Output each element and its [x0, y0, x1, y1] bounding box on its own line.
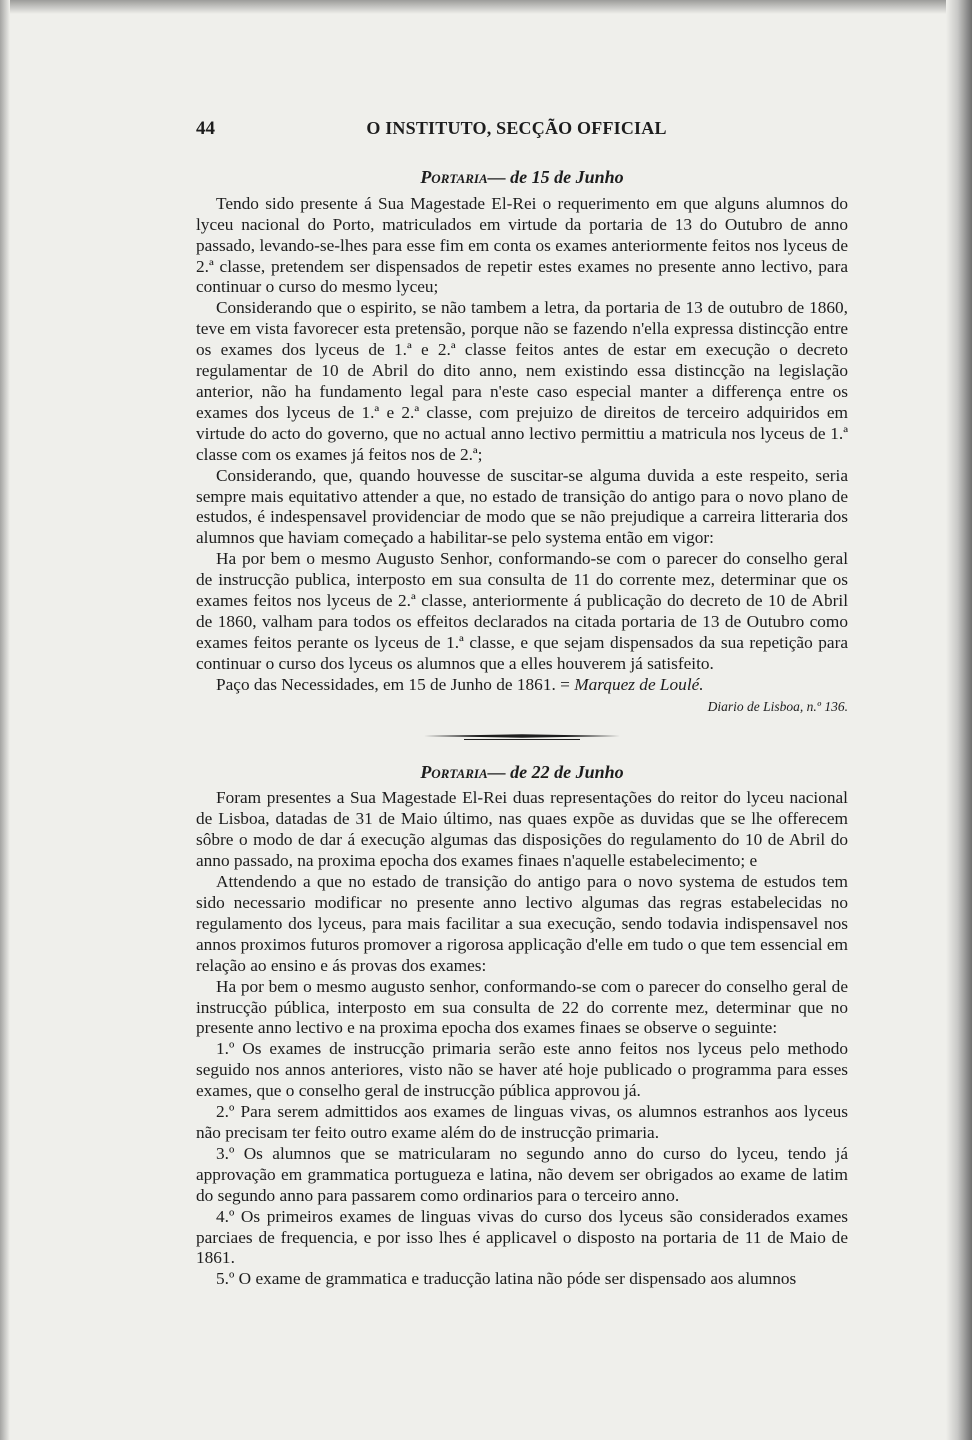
closing-place-date: Paço das Necessidades, em 15 de Junho de 1861. =	[216, 674, 575, 694]
portaria-2-paragraph: Ha por bem o mesmo augusto senhor, conformando-se com o parecer do conselho geral de instrucção pública, interposto em sua consulta de 22 do corrente mez, determinar que no presente anno lectivo e na proxima epocha dos exames finaes se observe o seguinte:	[196, 976, 848, 1038]
text-block	[196, 118, 848, 1290]
page-left-edge	[0, 0, 10, 1440]
portaria-2-item: 2.º Para serem admittidos aos exames de linguas vivas, os alumnos estranhos aos lyceus não precisam ter feito outro exame além do de instrucção primaria.	[196, 1102, 848, 1142]
portaria-2-title-word: Portaria	[420, 761, 488, 782]
portaria-1-title-date: — de 15 de Junho	[487, 166, 624, 187]
portaria-1-paragraph: Tendo sido presente á Sua Magestade El-Rei o requerimento em que alguns alumnos do lyceu nacional do Porto, matriculados em virtude da portaria de 13 do Outubro de anno passado, levando-se-lhes para esse fim em conta os exames anteriormente feitos nos lyceus de 2.ª classe, pretendem ser dispensados de repetir estes exames no presente anno lectivo, para continuar o curso do mesmo lyceu;	[196, 193, 848, 297]
portaria-1-title-word: Portaria	[420, 166, 488, 187]
portaria-1-title	[196, 167, 848, 188]
page-header	[196, 118, 848, 140]
portaria-1-paragraph: Considerando, que, quando houvesse de suscitar-se alguma duvida a este respeito, seria sempre mais equitativo attender a que, no estado de transição do antigo para o novo plano de estudos, é indespensavel providenciar de modo que se não prejudique a carreira litteraria dos alumnos que haviam começado a habilitar-se pelo systema então em vigor:	[196, 465, 848, 548]
portaria-1-paragraph: Considerando que o espirito, se não tambem a letra, da portaria de 13 de outubro de 1860, teve em vista favorecer esta pretensão, porque não se fazendo n'ella expressa distincção entre os exames dos lyceus de 1.ª e 2.ª classe feitos antes de estar em execução o decreto regulamentar de 10 de Abril do dito anno, nem existindo essa distincção na legislação anterior, não ha fundamento legal para n'este caso especial manter a differença entre os exames dos lyceus de 1.ª e 2.ª classe, com prejuizo de direitos de terceiro adquiridos em virtude do acto do governo, que no actual anno lectivo permittiu a matricula nos lyceus de 1.ª classe com os exames já feitos nos de 2.ª;	[196, 298, 848, 464]
portaria-2-item: 1.º Os exames de instrucção primaria serão este anno feitos nos lyceus pelo methodo seguido nos annos anteriores, visto não se haver até hoje publicado o programma para esses exames, que o conselho geral de instrucção pública approvou já.	[196, 1039, 848, 1101]
section-divider-rule	[424, 730, 620, 742]
portaria-2-title-date: — de 22 de Junho	[487, 761, 624, 782]
signatory: Marquez de Loulé.	[574, 674, 704, 694]
portaria-1-closing	[196, 675, 848, 696]
portaria-2-item: 5.º O exame de grammatica e traducção latina não póde ser dispensado aos alumnos	[216, 1269, 797, 1289]
page-number: 44	[196, 118, 215, 139]
running-title: O INSTITUTO, SECÇÃO OFFICIAL	[366, 118, 667, 138]
portaria-2-paragraph: Attendendo a que no estado de transição do antigo para o novo systema de estudos tem sido necessario modificar no presente anno lectivo algumas das regras estabelecidas no regulamento dos lyceus, para mais facilitar a sua execução, sendo todavia indispensavel nos annos proximos futuros promover a rigorosa applicação d'elle em tudo o que tem essencial em relação ao ensino e ás provas dos exames:	[196, 872, 848, 975]
portaria-2-title	[196, 762, 848, 783]
source-citation: Diario de Lisboa, n.º 136.	[707, 698, 848, 714]
page-top-edge	[0, 0, 972, 14]
portaria-2-paragraph: Foram presentes a Sua Magestade El-Rei duas representações do reitor do lyceu nacional de Lisboa, datadas de 31 de Maio último, nas quaes expõe as duvidas que se lhe offerecem sôbre o modo de dar á execução algumas das disposições do regulamento do 10 de Abril do anno passado, na proxima epocha dos exames finaes n'aquelle estabelecimento; e	[196, 788, 848, 871]
portaria-1-paragraph: Ha por bem o mesmo Augusto Senhor, conformando-se com o parecer do conselho geral de instrucção publica, interposto em sua consulta de 11 do corrente mez, determinar que os exames feitos nos lyceus de 2.ª classe, anteriormente á publicação do decreto de 10 de Abril de 1860, valham para todos os effeitos declarados na citada portaria de 13 de Outubro como exames feitos perante os lyceus de 1.ª classe, e que sejam dispensados da sua repetição para continuar o curso dos lyceus os alumnos que a elles houverem já satisfeito.	[196, 549, 848, 673]
page-right-edge	[946, 0, 972, 1440]
portaria-2-item: 3.º Os alumnos que se matricularam no segundo anno do curso do lyceu, tendo já approvação em grammatica portugueza e latina, não devem ser obrigados ao exame de latim do segundo anno para passarem como ordinarios para o terceiro anno.	[196, 1143, 848, 1205]
portaria-2-item: 4.º Os primeiros exames de linguas vivas do curso dos lyceus são considerados exames parciaes de frequencia, e por isso lhes é applicavel o disposto na portaria de 11 de Maio de 1861.	[196, 1206, 848, 1268]
